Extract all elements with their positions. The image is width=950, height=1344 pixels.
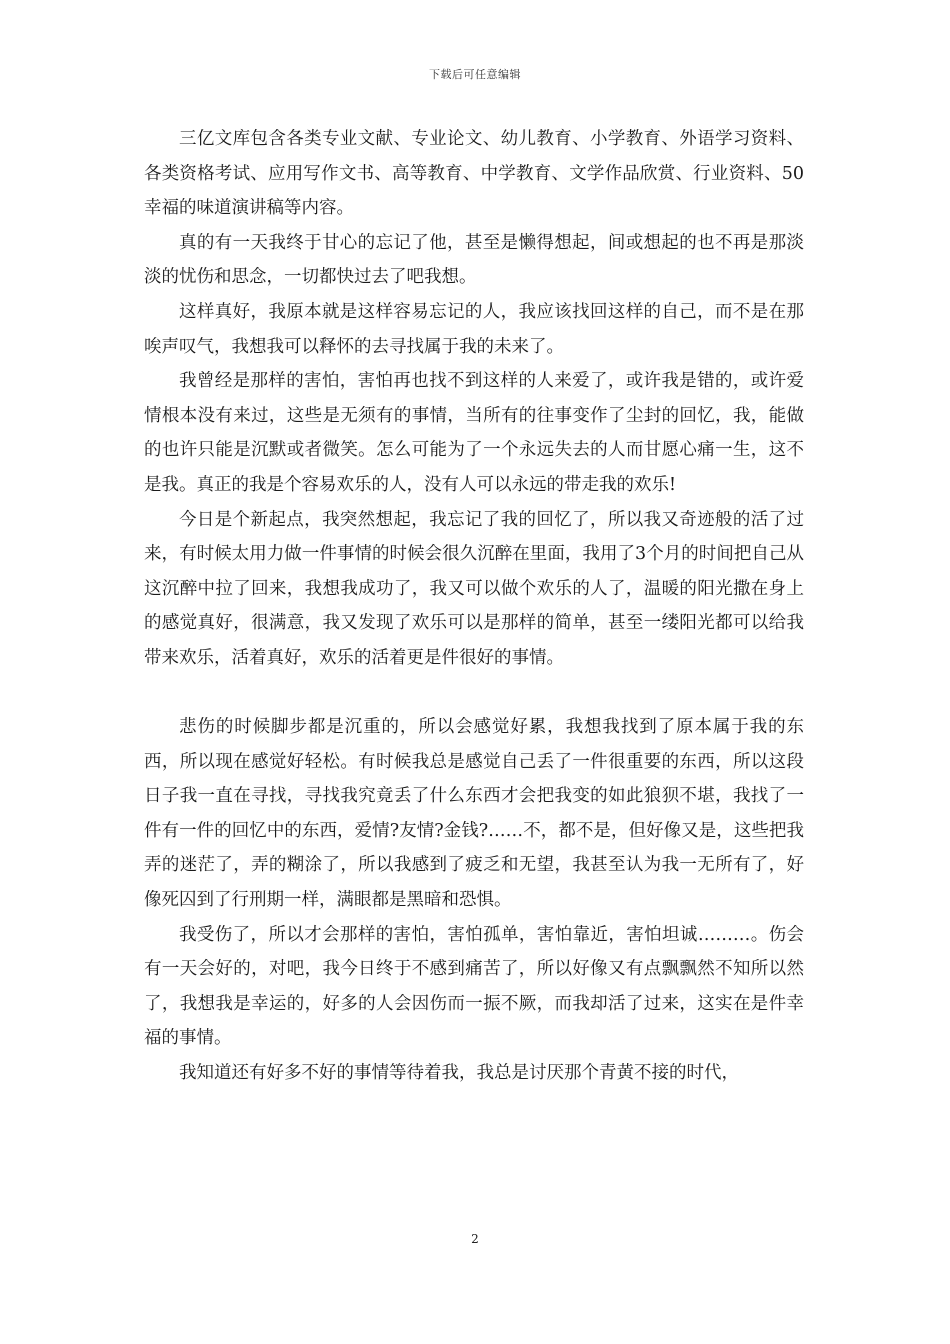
paragraph: 我受伤了，所以才会那样的害怕，害怕孤单，害怕靠近，害怕坦诚………。伤会有一天会好的，对吧，我今日终于不感到痛苦了，所以好像又有点飘飘然不知所以然了，我想我是幸运的，好多的人会因伤而一振不厥，而我却活了过来，这实在是件幸福的事情。 (144, 924, 804, 1049)
page-number: 2 (471, 1232, 479, 1246)
paragraph-intro: 三亿文库包含各类专业文献、专业论文、幼儿教育、小学教育、外语学习资料、各类资格考试、应用写作文书、高等教育、中学教育、文学作品欣赏、行业资料、50幸福的味道演讲稿等内容。 (144, 129, 804, 219)
document-body (144, 122, 804, 1091)
paragraph: 今日是个新起点，我突然想起，我忘记了我的回忆了，所以我又奇迹般的活了过来，有时候太用力做一件事情的时候会很久沉醉在里面，我用了3个月的时间把自己从这沉醉中拉了回来，我想我成功了，我又可以做个欢乐的人了，温暖的阳光撒在身上的感觉真好，很满意，我又发现了欢乐可以是那样的简单，甚至一缕阳光都可以给我带来欢乐，活着真好，欢乐的活着更是件很好的事情。 (144, 509, 804, 668)
paragraph: 悲伤的时候脚步都是沉重的，所以会感觉好累，我想我找到了原本属于我的东西，所以现在感觉好轻松。有时候我总是感觉自己丢了一件很重要的东西，所以这段日子我一直在寻找，寻找我究竟丢了什么东西才会把我变的如此狼狈不堪，我找了一件有一件的回忆中的东西，爱情?友情?金钱?……不，都不是，但好像又是，这些把我弄的迷茫了，弄的糊涂了，所以我感到了疲乏和无望，我甚至认为我一无所有了，好像死囚到了行刑期一样，满眼都是黑暗和恐惧。 (144, 717, 804, 911)
paragraph: 这样真好，我原本就是这样容易忘记的人，我应该找回这样的自己，而不是在那唉声叹气，我想我可以释怀的去寻找属于我的未来了。 (144, 301, 804, 357)
paragraph: 我曾经是那样的害怕，害怕再也找不到这样的人来爱了，或许我是错的，或许爱情根本没有来过，这些是无须有的事情，当所有的往事变作了尘封的回忆，我，能做的也许只能是沉默或者微笑。怎么可能为了一个永远失去的人而甘愿心痛一生，这不是我。真正的我是个容易欢乐的人，没有人可以永远的带走我的欢乐! (144, 371, 804, 495)
paragraph: 真的有一天我终于甘心的忘记了他，甚至是懒得想起，间或想起的也不再是那淡淡的忧伤和思念，一切都快过去了吧我想。 (144, 232, 804, 288)
paragraph: 我知道还有好多不好的事情等待着我，我总是讨厌那个青黄不接的时代， (179, 1063, 739, 1084)
page-header: 下载后可任意编辑 (429, 68, 521, 81)
